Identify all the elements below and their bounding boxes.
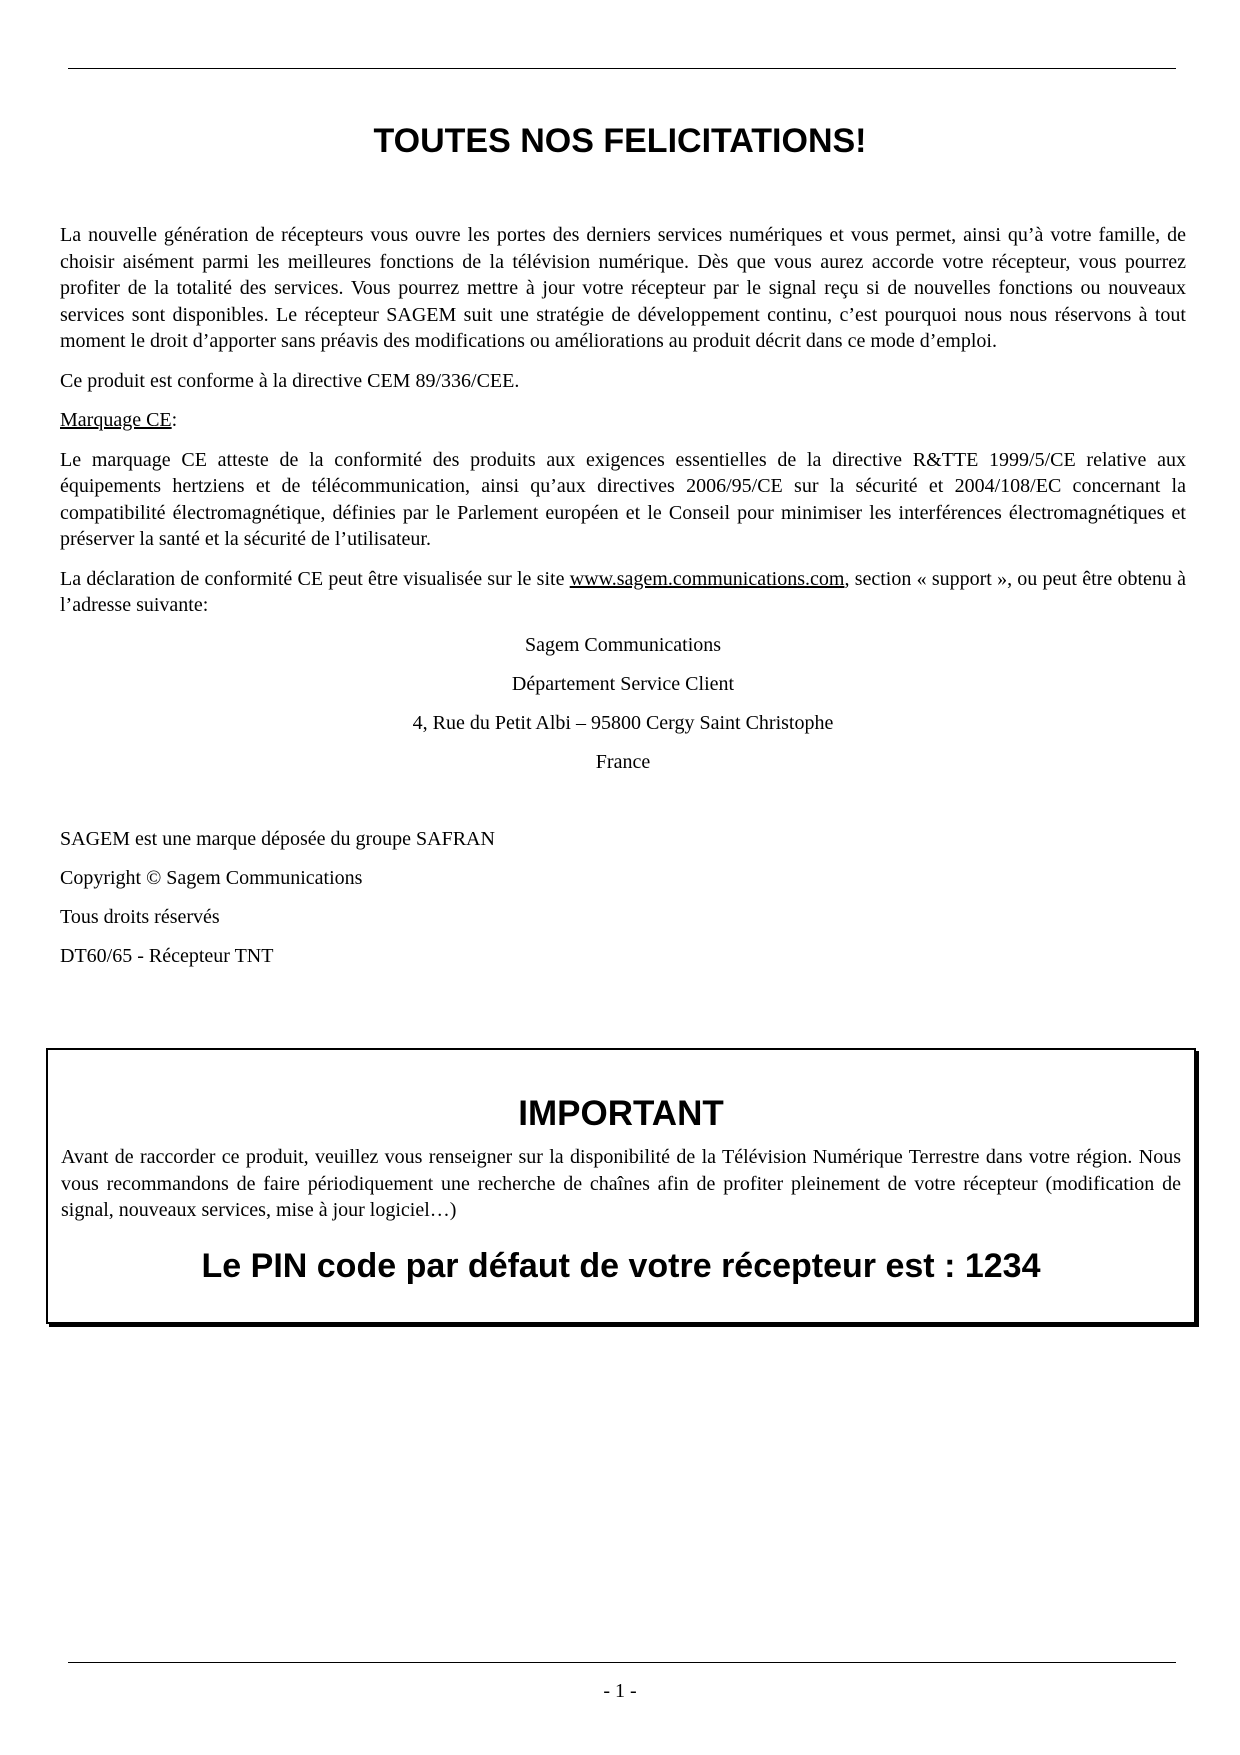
ce-heading-line <box>60 407 1186 434</box>
bottom-rule <box>68 1662 1176 1663</box>
legal-line: Tous droits réservés <box>60 905 220 928</box>
ce-heading: Marquage CE <box>60 409 172 431</box>
address-line: France <box>595 750 651 773</box>
page-number: - 1 - <box>603 1680 637 1702</box>
support-website-link[interactable]: www.sagem.communications.com <box>569 567 845 590</box>
ce-heading-colon: : <box>171 409 178 431</box>
main-content <box>60 222 1186 982</box>
declaration-text-after: , section « support », ou peut être obtenu à l’adresse suivante: <box>60 567 1186 616</box>
important-title: IMPORTANT <box>518 1094 724 1133</box>
important-box <box>46 1048 1196 1324</box>
legal-block <box>60 826 1186 970</box>
address-line: Sagem Communications <box>524 633 722 656</box>
intro-paragraph: La nouvelle génération de récepteurs vous ouvre les portes des derniers services numériques et vous permet, ainsi qu’à votre famille, de choisir aisément parmi les meilleures fonctions de la télévision numérique. Dès que vous aurez accorde votre récepteur, vous pourrez profiter de la totalité des services. Vous pourrez mettre à jour votre récepteur par le signal reçu si de nouvelles fonctions ou nouveaux services sont disponibles. Le récepteur SAGEM suit une stratégie de développement continu, c’est pourquoi nous nous réservons à tout moment le droit d’apporter sans préavis des modifications ou améliorations au produit décrit dans ce mode d’emploi. <box>60 224 1186 352</box>
ce-paragraph: Le marquage CE atteste de la conformité des produits aux exigences essentielles de la directive R&TTE 1999/5/CE relative aux équipements hertziens et de télécommunication, ainsi qu’aux directives 2006/95/CE sur la sécurité et 2004/108/EC concernant la compatibilité électromagnétique, définies par le Parlement européen et le Conseil pour minimiser les interférences électromagnétiques et préserver la santé et la sécurité de l’utilisateur. <box>60 448 1186 550</box>
legal-line: Copyright © Sagem Communications <box>60 866 363 889</box>
address-line: Département Service Client <box>511 672 735 695</box>
declaration-paragraph <box>60 566 1186 619</box>
pin-code-notice: Le PIN code par défaut de votre récepteur est : 1234 <box>201 1246 1041 1285</box>
declaration-text-before: La déclaration de conformité CE peut être visualisée sur le site <box>60 567 570 590</box>
address-block <box>60 632 1186 776</box>
conformity-paragraph: Ce produit est conforme à la directive CEM 89/336/CEE. <box>60 369 520 392</box>
legal-line: SAGEM est une marque déposée du groupe SAFRAN <box>60 827 495 850</box>
top-rule <box>68 68 1176 69</box>
legal-line: DT60/65 - Récepteur TNT <box>60 944 274 967</box>
address-line: 4, Rue du Petit Albi – 95800 Cergy Saint Christophe <box>412 711 834 734</box>
important-text: Avant de raccorder ce produit, veuillez vous renseigner sur la disponibilité de la Télévision Numérique Terrestre dans votre région. Nous vous recommandons de faire périodiquement une recherche de chaînes afin de profiter pleinement de votre récepteur (modification de signal, nouveaux services, mise à jour logiciel…) <box>61 1146 1181 1221</box>
page-title: TOUTES NOS FELICITATIONS! <box>373 122 867 160</box>
